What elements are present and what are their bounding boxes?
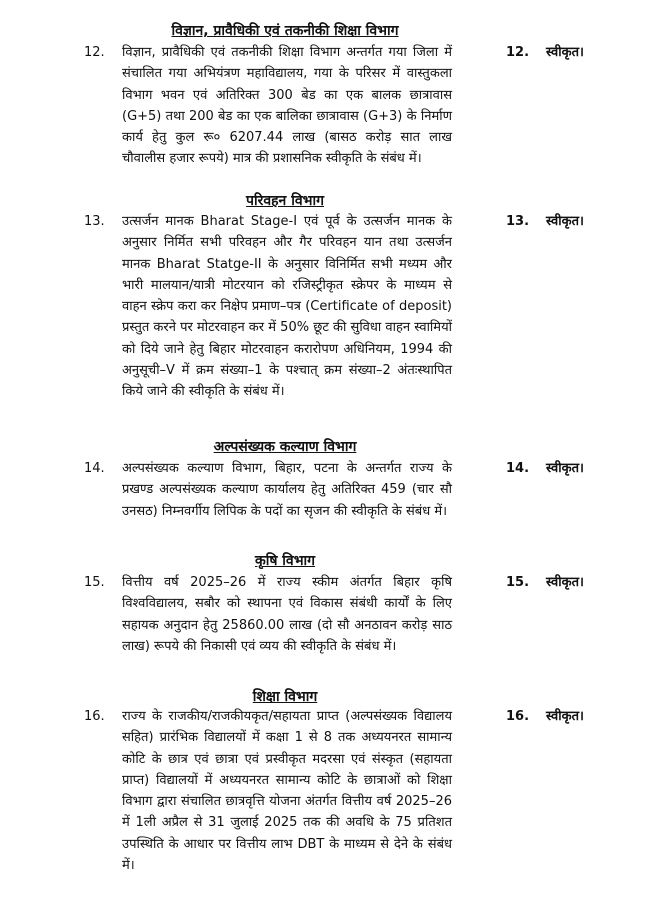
item-text: उत्सर्जन मानक Bharat Stage-I एवं पूर्व के उत्सर्जन मानक के अनुसार निर्मित सभी परिवहन और गैर परिवहन यान तथा उत्सर्जन मानक Bharat Statge-II के अनुसार विनिर्मित सभी मध्यम और भारी मालयान/यात्री मोटरयान को रजिस्ट्रीकृत स्क्रेपर के माध्यम से वाहन स्क्रेप करा कर निक्षेप प्रमाण–पत्र (Certificate of deposit) प्रस्तुत करने पर मोटरवाहन कर में 50% छूट की सुविधा वाहन स्वामियों को दिये जाने हेतु बिहार मोटरवाहन करारोपण अधिनियम, 1994 की अनुसूची–V में क्रम संख्या–1 के पश्चात् क्रम संख्या–2 अंतःस्थापित किये जाने की स्वीकृति के संबंध में। xyxy=(122,214,452,400)
item-number: 12. xyxy=(84,45,105,60)
item-number: 14. xyxy=(84,461,105,476)
result-number: 14. xyxy=(506,461,530,476)
section-heading: शिक्षा विभाग xyxy=(252,689,318,705)
item-number: 16. xyxy=(84,709,105,724)
section-heading: विज्ञान, प्रावैधिकी एवं तकनीकी शिक्षा विभाग xyxy=(171,23,399,39)
status-approved: स्वीकृत। xyxy=(546,709,584,724)
status-approved: स्वीकृत। xyxy=(546,214,584,229)
result-number: 13. xyxy=(506,214,530,229)
section-heading: परिवहन विभाग xyxy=(246,193,324,209)
section-heading: अल्पसंख्यक कल्याण विभाग xyxy=(213,439,357,455)
item-text: अल्पसंख्यक कल्याण विभाग, बिहार, पटना के अन्तर्गत राज्य के प्रखण्ड अल्पसंख्यक कल्याण कार्यालय हेतु अतिरिक्त 459 (चार सौ उनसठ) निम्नवर्गीय लिपिक के पदों का सृजन की स्वीकृति के संबंध में। xyxy=(122,461,452,519)
status-approved: स्वीकृत। xyxy=(546,45,584,60)
status-approved: स्वीकृत। xyxy=(546,575,584,590)
status-approved: स्वीकृत। xyxy=(546,461,584,476)
result-number: 15. xyxy=(506,575,530,590)
item-number: 13. xyxy=(84,214,105,229)
result-number: 16. xyxy=(506,709,530,724)
result-number: 12. xyxy=(506,45,530,60)
item-text: राज्य के राजकीय/राजकीयकृत/सहायता प्राप्त (अल्पसंख्यक विद्यालय सहित) प्रारंभिक विद्यालयों में कक्षा 1 से 8 तक अध्ययनरत सामान्य कोटि के छात्र एवं छात्रा एवं प्रस्वीकृत मदरसा एवं संस्कृत (सहायता प्राप्त) विद्यालयों में अध्ययनरत सामान्य कोटि के छात्राओं को शिक्षा विभाग द्वारा संचालित छात्रवृत्ति योजना अंतर्गत वित्तीय वर्ष 2025–26 में 1ली अप्रैल से 31 जुलाई 2025 तक की अवधि के 75 प्रतिशत उपस्थिति के आधार पर वित्तीय लाभ DBT के माध्यम से देने के संबंध में। xyxy=(122,709,452,874)
item-text: विज्ञान, प्रावैधिकी एवं तकनीकी शिक्षा विभाग अन्तर्गत गया जिला में संचालित गया अभियंत्रण महाविद्यालय, गया के परिसर में वास्तुकला विभाग भवन एवं अतिरिक्त 300 बेड का एक बालक छात्रावास (G+5) तथा 200 बेड का एक बालिका छात्रावास (G+3) के निर्माण कार्य हेतु कुल रू० 6207.44 लाख (बासठ करोड़ सात लाख चौवालीस हजार रूपये) मात्र की प्रशासनिक स्वीकृति के संबंध में। xyxy=(122,45,452,167)
item-text: वित्तीय वर्ष 2025–26 में राज्य स्कीम अंतर्गत बिहार कृषि विश्वविद्यालय, सबौर को स्थापना एवं विकास संबंधी कार्यों के लिए सहायक अनुदान हेतु 25860.00 लाख (दो सौ अनठावन करोड़ साठ लाख) रूपये की निकासी एवं व्यय की स्वीकृति के संबंध में। xyxy=(122,575,452,654)
item-number: 15. xyxy=(84,575,105,590)
section-heading: कृषि विभाग xyxy=(254,553,316,569)
